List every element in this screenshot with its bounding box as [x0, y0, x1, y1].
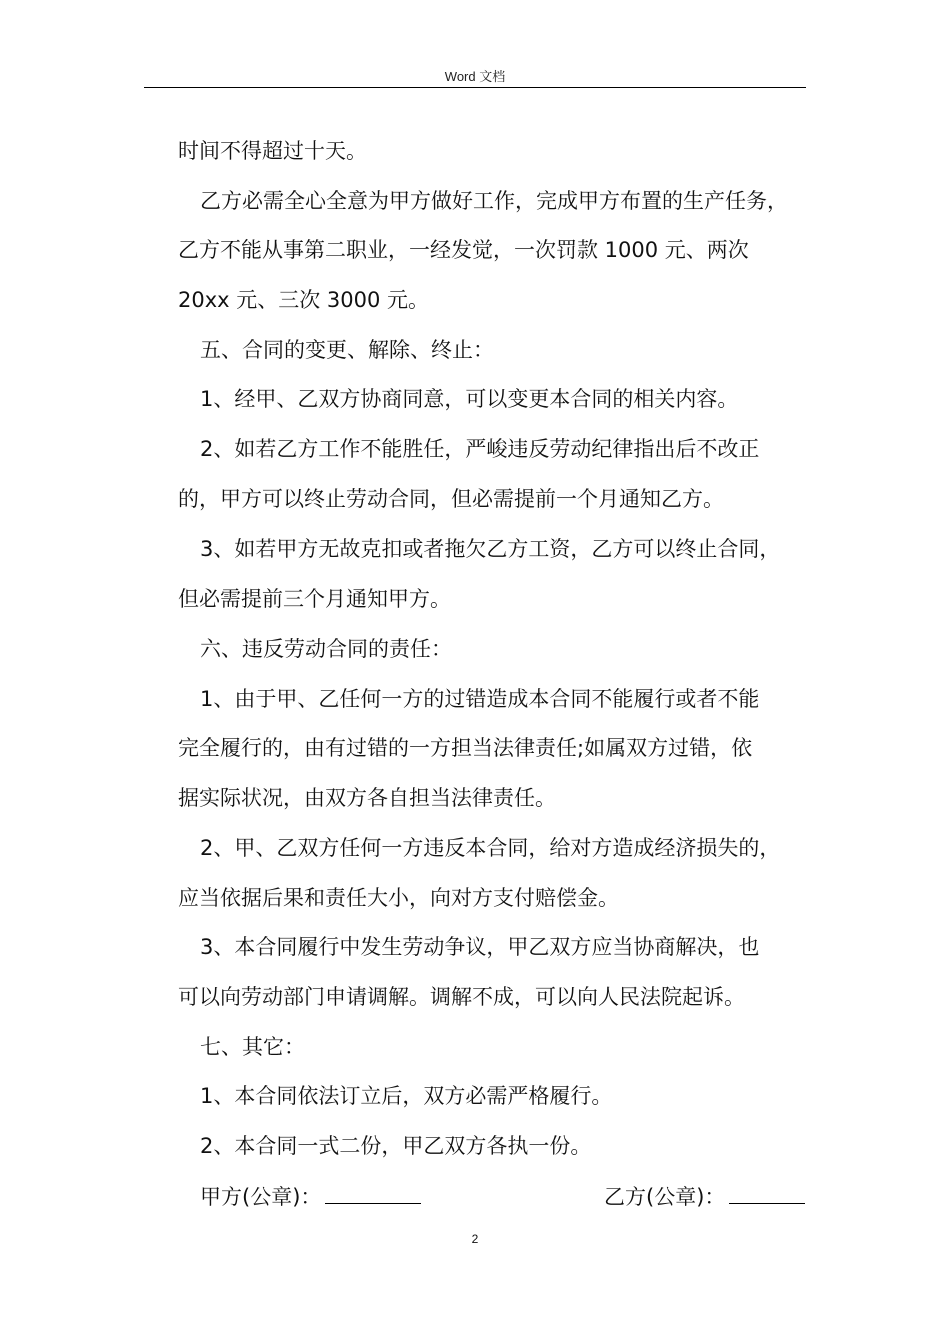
paragraph-line: 2、如若乙方工作不能胜任，严峻违反劳动纪律指出后不改正 — [200, 437, 760, 461]
party-b-signature — [604, 1183, 805, 1210]
paragraph-line: 1、由于甲、乙任何一方的过错造成本合同不能履行或者不能 — [200, 687, 760, 711]
section-heading: 六、违反劳动合同的责任： — [200, 637, 452, 661]
paragraph-line: 应当依据后果和责任大小，向对方支付赔偿金。 — [178, 886, 619, 910]
paragraph-line: 20xx 元、三次 3000 元。 — [178, 288, 430, 312]
paragraph-line: 但必需提前三个月通知甲方。 — [178, 587, 451, 611]
paragraph-line: 的，甲方可以终止劳动合同，但必需提前一个月通知乙方。 — [178, 487, 724, 511]
section-heading: 七、其它： — [200, 1035, 305, 1059]
party-a-label: 甲方(公章)： — [200, 1185, 322, 1209]
paragraph-line: 3、本合同履行中发生劳动争议，甲乙双方应当协商解决，也 — [200, 935, 760, 959]
page-header: Word 文档 — [444, 69, 506, 84]
section-heading: 五、合同的变更、解除、终止： — [200, 338, 494, 362]
party-b-label: 乙方(公章)： — [604, 1185, 726, 1209]
page-number: 2 — [471, 1232, 479, 1246]
party-a-signature — [200, 1183, 421, 1210]
paragraph-line: 2、甲、乙双方任何一方违反本合同，给对方造成经济损失的， — [200, 836, 781, 860]
paragraph-line: 3、如若甲方无故克扣或者拖欠乙方工资，乙方可以终止合同， — [200, 537, 781, 561]
paragraph-line: 完全履行的，由有过错的一方担当法律责任;如属双方过错，依 — [178, 736, 753, 760]
paragraph-line: 乙方必需全心全意为甲方做好工作，完成甲方布置的生产任务， — [200, 189, 788, 213]
party-a-signature-line — [325, 1183, 421, 1204]
paragraph-line: 据实际状况，由双方各自担当法律责任。 — [178, 786, 556, 810]
header-divider — [144, 87, 806, 88]
paragraph-line: 时间不得超过十天。 — [178, 139, 367, 163]
party-b-signature-line — [729, 1183, 805, 1204]
paragraph-line: 1、经甲、乙双方协商同意，可以变更本合同的相关内容。 — [200, 387, 739, 411]
paragraph-line: 乙方不能从事第二职业，一经发觉，一次罚款 1000 元、两次 — [178, 238, 749, 262]
paragraph-line: 1、本合同依法订立后，双方必需严格履行。 — [200, 1084, 613, 1108]
paragraph-line: 2、本合同一式二份，甲乙双方各执一份。 — [200, 1134, 592, 1158]
paragraph-line: 可以向劳动部门申请调解。调解不成，可以向人民法院起诉。 — [178, 985, 745, 1009]
